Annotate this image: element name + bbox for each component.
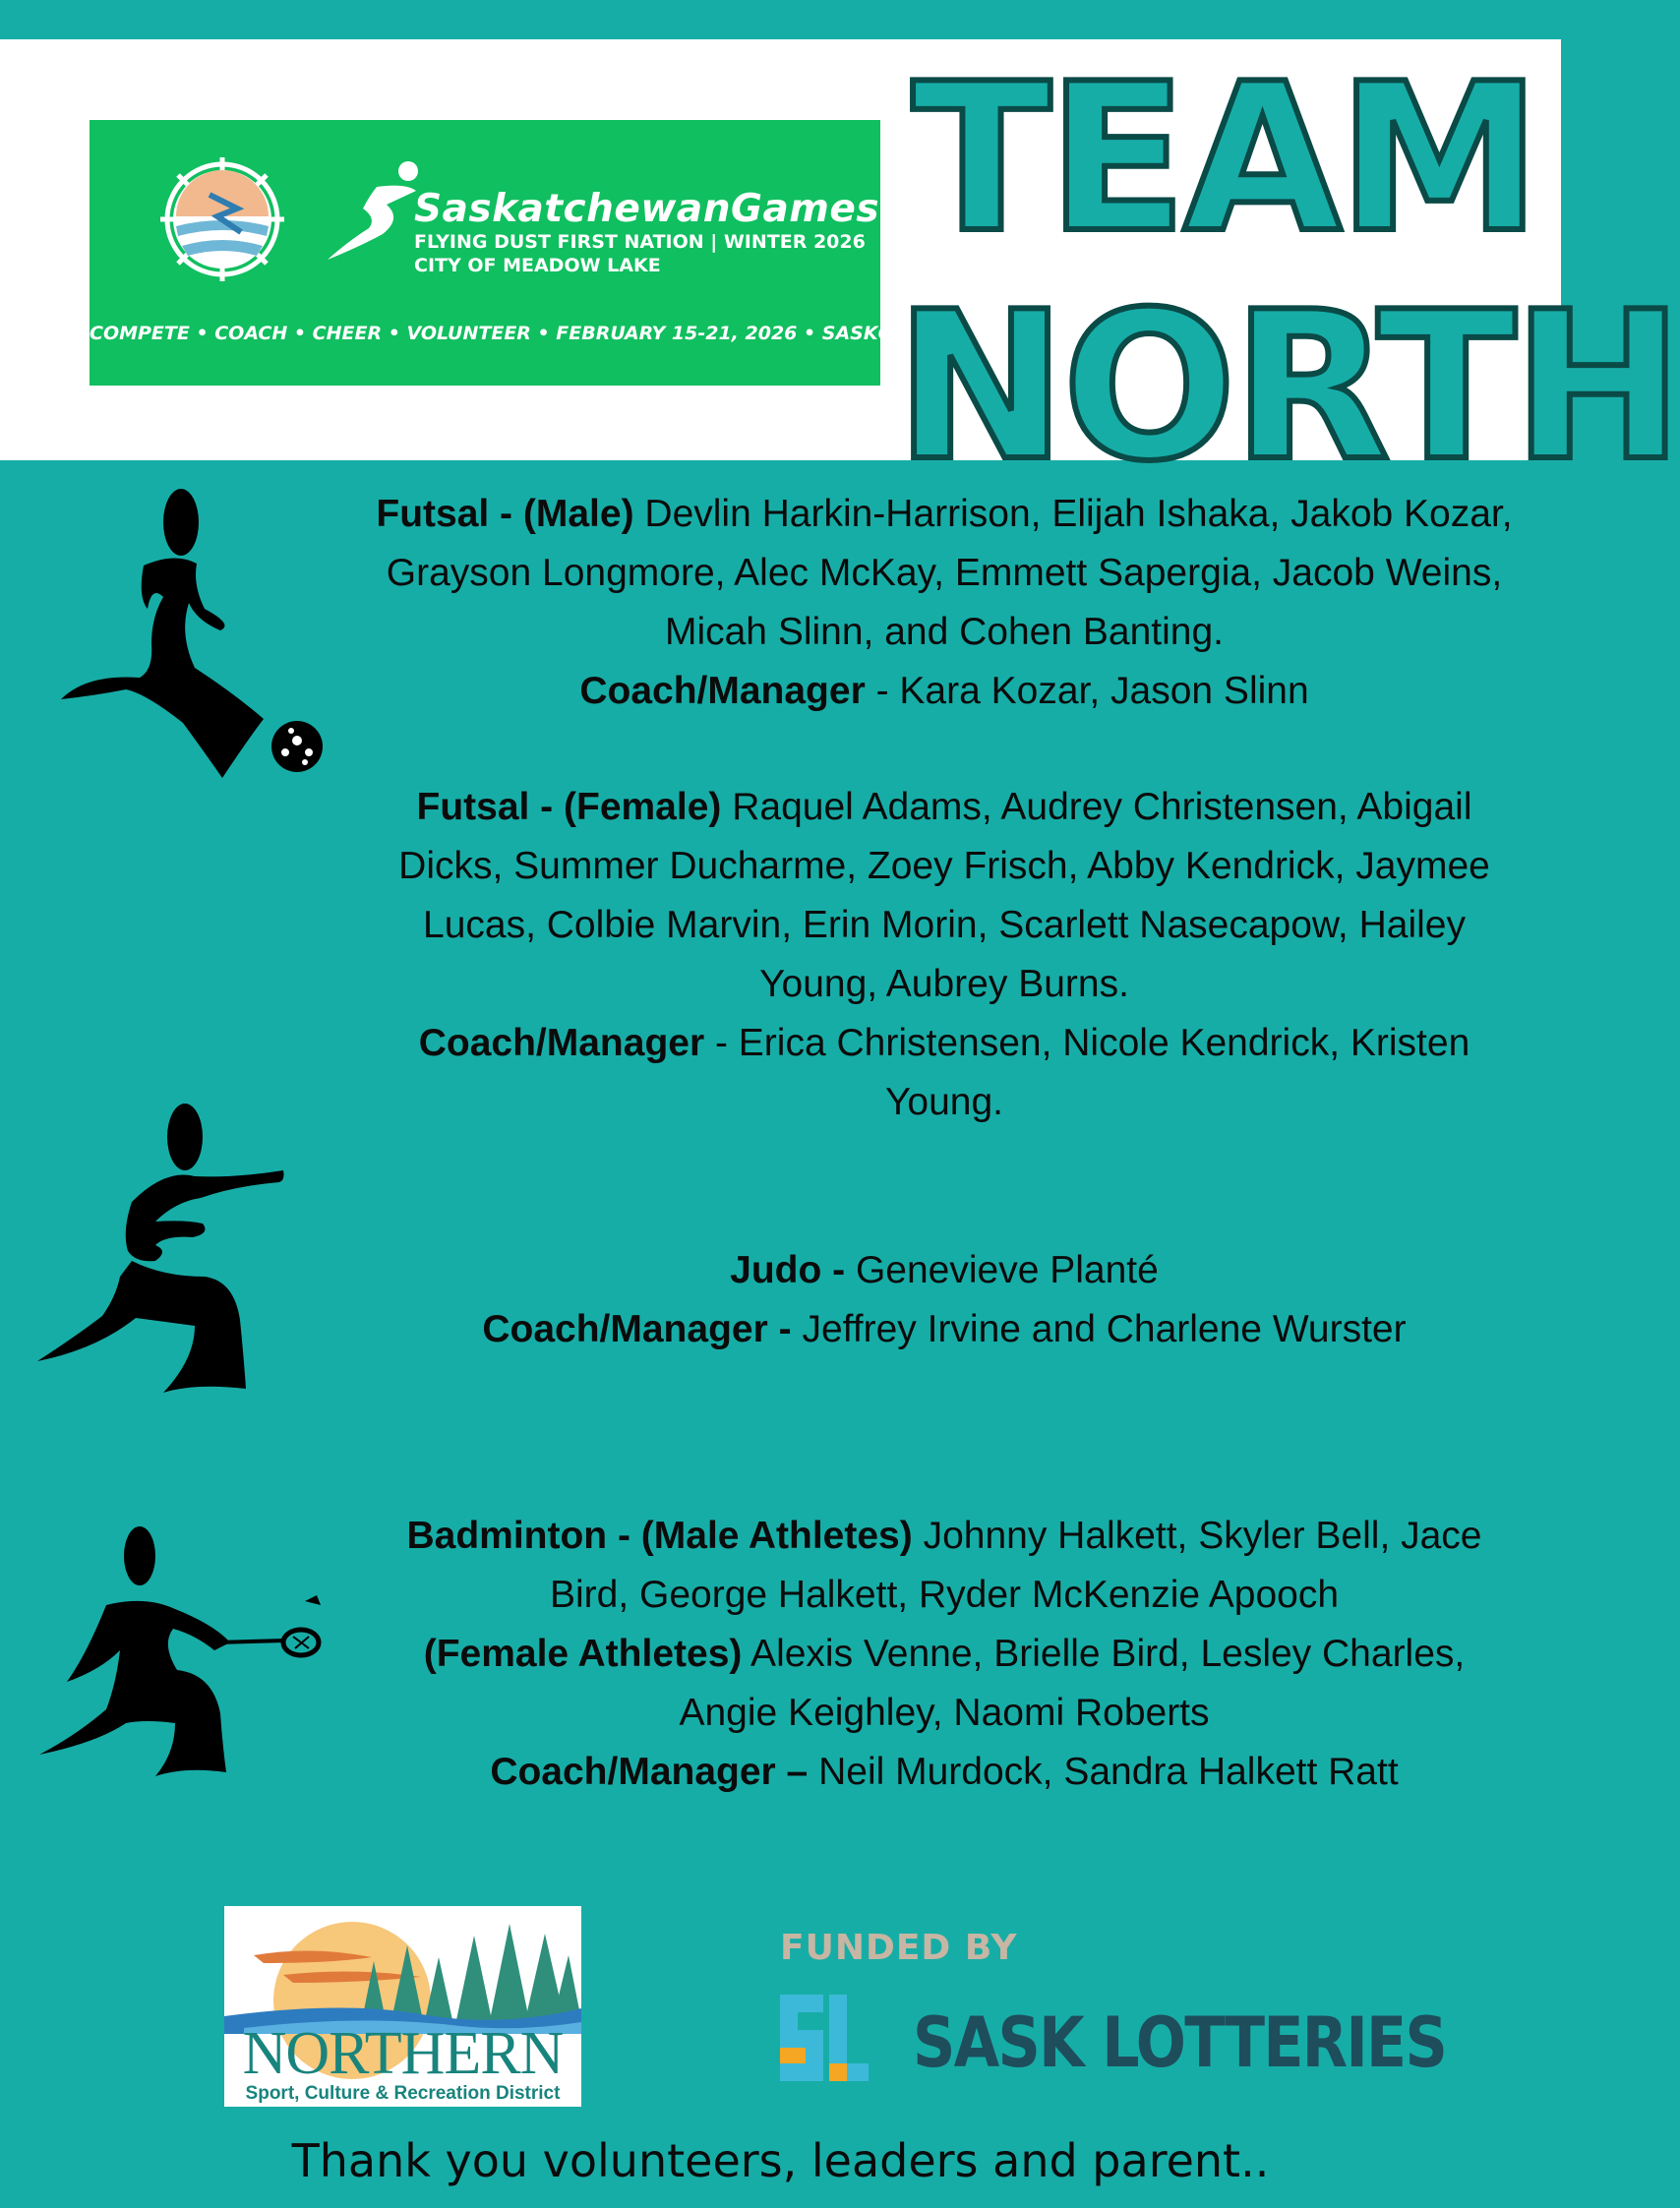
saskatchewan-games-banner — [90, 120, 989, 386]
judo-label: Judo - — [730, 1249, 856, 1291]
sask-lotteries-wordmark: SASK LOTTERIES — [913, 2002, 1447, 2083]
futsal-male-section — [374, 485, 1515, 721]
badminton-female-athletes: Alexis Venne, Brielle Bird, Lesley Charles, Angie Keighley, Naomi Roberts — [679, 1633, 1466, 1734]
judo-coach-label: Coach/Manager - — [482, 1308, 803, 1350]
badminton-male-label: Badminton - (Male Athletes) — [406, 1515, 913, 1557]
badminton-male-athletes: Johnny Halkett, Skyler Bell, Jace Bird, George Halkett, Ryder McKenzie Apooch — [549, 1515, 1482, 1616]
sask-lotteries-logo-icon — [780, 1995, 869, 2081]
northern-subtitle: Sport, Culture & Recreation District — [245, 2083, 561, 2104]
team-north-title — [895, 40, 1680, 507]
futsal-female-coaches: - Erica Christensen, Nicole Kendrick, Kristen Young. — [704, 1022, 1470, 1123]
judo-section — [374, 1241, 1515, 1359]
futsal-male-coaches: - Kara Kozar, Jason Slinn — [865, 670, 1309, 712]
futsal-female-coach-label: Coach/Manager — [418, 1022, 705, 1064]
funded-by-label: FUNDED BY — [780, 1928, 1018, 1968]
futsal-male-coach-label: Coach/Manager — [579, 670, 866, 712]
northern-district-logo — [224, 1906, 581, 2107]
futsal-female-label: Futsal - (Female) — [416, 786, 722, 828]
badminton-coach-label: Coach/Manager – — [490, 1751, 819, 1793]
thank-you-message: Thank you volunteers, leaders and parent.. — [291, 2134, 1270, 2187]
snowflake-sun-logo-icon — [158, 155, 286, 283]
games-tagline: COMPETE • COACH • CHEER • VOLUNTEER • FEBRUARY 15-21, 2026 • SASKGAMES.CA — [90, 323, 989, 344]
games-subtitle-1: FLYING DUST FIRST NATION | WINTER 2026 — [414, 231, 866, 253]
badminton-female-label: (Female Athletes) — [423, 1633, 743, 1675]
soccer-player-icon — [57, 487, 329, 778]
futsal-female-section — [374, 778, 1515, 1132]
badminton-player-icon — [37, 1526, 329, 1778]
team-title-line-1: TEAM — [912, 40, 1537, 278]
northern-name: NORTHERN — [242, 2020, 564, 2087]
futsal-female-athletes: Raquel Adams, Audrey Christensen, Abigail Dicks, Summer Ducharme, Zoey Frisch, Abby Kendrick, Jaymee Lucas, Colbie Marvin, Erin Morin, Scarlett Nasecapow, Hailey Young, Aubrey Burns. — [398, 786, 1490, 1005]
judo-coaches: Jeffrey Irvine and Charlene Wurster — [802, 1308, 1407, 1350]
futsal-male-label: Futsal - (Male) — [376, 493, 634, 535]
futsal-male-athletes: Devlin Harkin-Harrison, Elijah Ishaka, Jakob Kozar, Grayson Longmore, Alec McKay, Emmett Sapergia, Jacob Weins, Micah Slinn, and Cohen Banting. — [386, 493, 1513, 653]
judo-player-icon — [37, 1104, 285, 1393]
badminton-section — [374, 1507, 1515, 1802]
team-title-line-2: NORTH — [895, 269, 1680, 507]
badminton-coaches: Neil Murdock, Sandra Halkett Ratt — [818, 1751, 1399, 1793]
top-bar — [0, 0, 1561, 39]
northern-landscape-icon — [224, 1906, 581, 2034]
games-title: SaskatchewanGames — [414, 187, 880, 231]
games-subtitle-2: CITY OF MEADOW LAKE — [414, 255, 661, 276]
judo-athletes: Genevieve Planté — [855, 1249, 1159, 1291]
